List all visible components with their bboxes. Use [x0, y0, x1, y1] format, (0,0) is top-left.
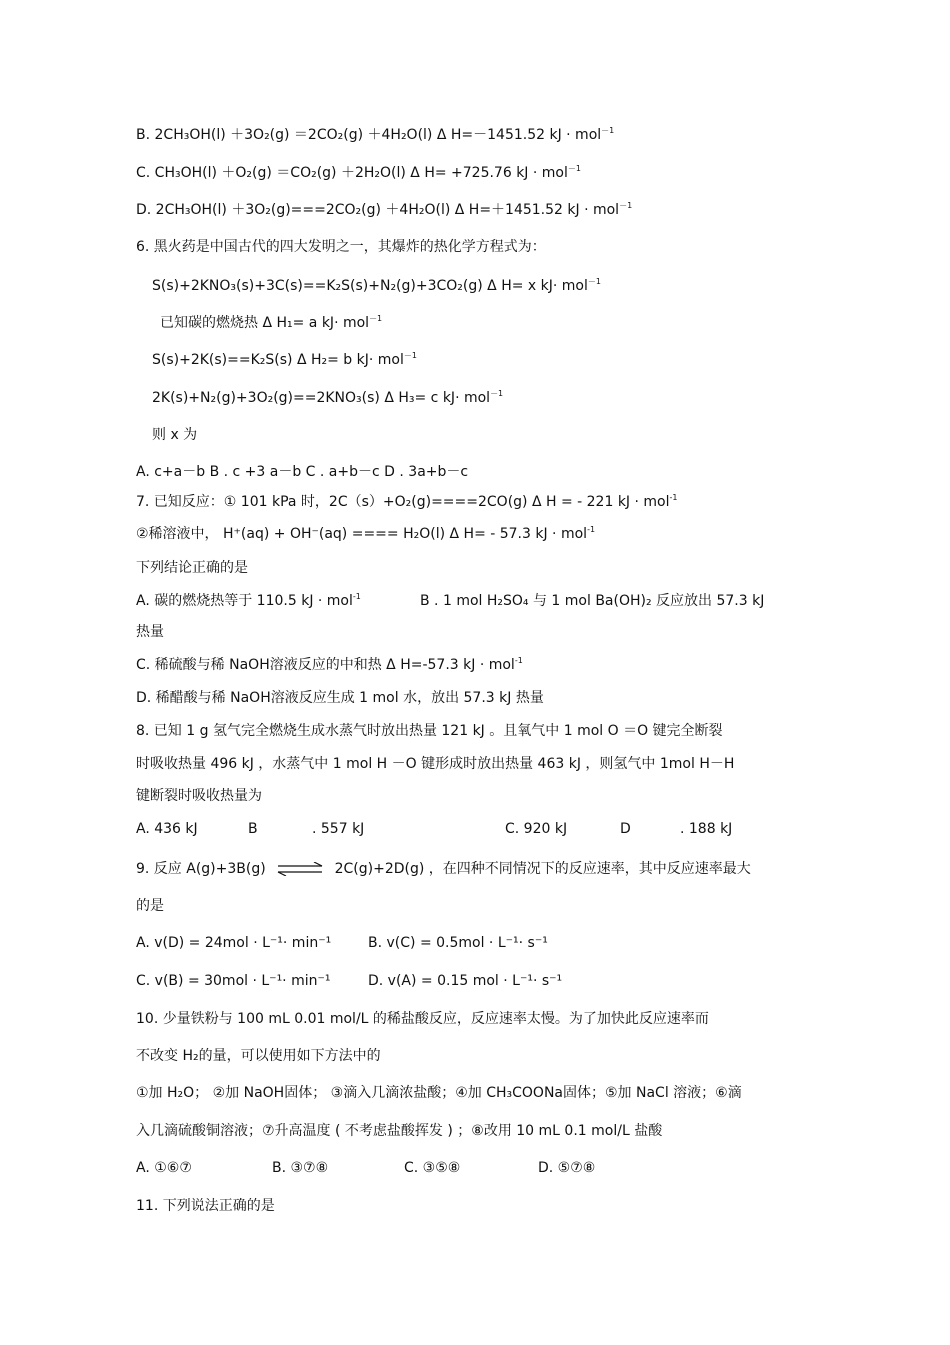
q10-option-b: B. ③⑦⑧	[272, 1160, 329, 1176]
q8-option-b-value: . 557 kJ	[312, 821, 365, 837]
q8-option-d-letter: D	[620, 821, 631, 837]
q10-option-c: C. ③⑤⑧	[404, 1160, 461, 1176]
q5-option-c: C. CH₃OH(l) ＋O₂(g) ＝CO₂(g) ＋2H₂O(l) Δ H= +725.76 kJ · mol$^{-1}$	[136, 164, 581, 181]
q7-condition-2: ②稀溶液中， H⁺(aq) + OH⁻(aq) ==== H₂O(l) Δ H= - 57.3 kJ · mol$^{-1}$	[136, 525, 596, 542]
q7-question: 下列结论正确的是	[136, 560, 248, 576]
q7-option-b-continued: 热量	[136, 624, 164, 640]
q9-option-c: C. v(B) = 30mol · L⁻¹· min⁻¹	[136, 973, 331, 989]
q11-stem: 11. 下列说法正确的是	[136, 1198, 275, 1214]
q6-equation-4: 2K(s)+N₂(g)+3O₂(g)==2KNO₃(s) Δ H₃= c kJ· mol$^{-1}$	[152, 389, 504, 406]
q7-option-d: D. 稀醋酸与稀 NaOH溶液反应生成 1 mol 水，放出 57.3 kJ 热量	[136, 690, 544, 706]
q6-stem: 6. 黑火药是中国古代的四大发明之一，其爆炸的热化学方程式为：	[136, 239, 546, 255]
q8-option-c: C. 920 kJ	[505, 821, 568, 837]
q7-option-c: C. 稀硫酸与稀 NaOH溶液反应的中和热 Δ H=-57.3 kJ · mol$^{-1}$	[136, 656, 523, 673]
q6-equation-2: 已知碳的燃烧热 Δ H₁= a kJ· mol$^{-1}$	[160, 314, 383, 331]
equilibrium-arrow-icon	[276, 862, 324, 876]
q10-option-a: A. ①⑥⑦	[136, 1160, 192, 1176]
q8-option-b-letter: B	[248, 821, 258, 837]
q9-option-b: B. v(C) = 0.5mol · L⁻¹· s⁻¹	[368, 935, 548, 951]
q7-option-b: B . 1 mol H₂SO₄ 与 1 mol Ba(OH)₂ 反应放出 57.3 kJ	[420, 593, 765, 609]
q6-options: A. c+a－b B . c +3 a－b C . a+b－c D . 3a+b－c	[136, 464, 469, 480]
q6-question: 则 x 为	[152, 427, 198, 443]
q8-line-2: 时吸收热量 496 kJ ，水蒸气中 1 mol H －O 键形成时放出热量 463 kJ ，则氢气中 1mol H－H	[136, 756, 735, 772]
q10-line-2: 不改变 H₂的量，可以使用如下方法中的	[136, 1048, 381, 1064]
q7-stem: 7. 已知反应：① 101 kPa 时，2C（s）+O₂(g)====2CO(g) Δ H = - 221 kJ · mol$^{-1}$	[136, 493, 678, 510]
q10-line-3: ①加 H₂O； ②加 NaOH固体； ③滴入几滴浓盐酸；④加 CH₃COONa固体；⑤加 NaCl 溶液；⑥滴	[136, 1085, 742, 1101]
q8-option-d-value: . 188 kJ	[680, 821, 733, 837]
q6-equation-1: S(s)+2KNO₃(s)+3C(s)==K₂S(s)+N₂(g)+3CO₂(g) Δ H= x kJ· mol$^{-1}$	[152, 277, 601, 294]
q9-option-a: A. v(D) = 24mol · L⁻¹· min⁻¹	[136, 935, 332, 951]
q8-option-a: A. 436 kJ	[136, 821, 198, 837]
q8-line-1: 8. 已知 1 g 氢气完全燃烧生成水蒸气时放出热量 121 kJ 。且氧气中 1 mol O ＝O 键完全断裂	[136, 723, 723, 739]
q5-option-b: B. 2CH₃OH(l) ＋3O₂(g) ＝2CO₂(g) ＋4H₂O(l) Δ H=－1451.52 kJ · mol$^{-1}$	[136, 126, 615, 143]
q9-option-d: D. v(A) = 0.15 mol · L⁻¹· s⁻¹	[368, 973, 563, 989]
q10-line-1: 10. 少量铁粉与 100 mL 0.01 mol/L 的稀盐酸反应，反应速率太慢。为了加快此反应速率而	[136, 1011, 709, 1027]
q5-option-d: D. 2CH₃OH(l) ＋3O₂(g)===2CO₂(g) ＋4H₂O(l) Δ H=＋1451.52 kJ · mol$^{-1}$	[136, 201, 633, 218]
q10-line-4: 入几滴硫酸铜溶液；⑦升高温度 ( 不考虑盐酸挥发 ) ；⑧改用 10 mL 0.1 mol/L 盐酸	[136, 1123, 663, 1139]
q9-stem: 9. 反应 A(g)+3B(g) 2C(g)+2D(g) ，在四种不同情况下的反应速率，其中反应速率最大	[136, 861, 751, 877]
q9-line-2: 的是	[136, 898, 164, 914]
q7-option-a: A. 碳的燃烧热等于 110.5 kJ · mol$^{-1}$	[136, 592, 361, 609]
q8-line-3: 键断裂时吸收热量为	[136, 788, 262, 804]
q10-option-d: D. ⑤⑦⑧	[538, 1160, 596, 1176]
q6-equation-3: S(s)+2K(s)==K₂S(s) Δ H₂= b kJ· mol$^{-1}$	[152, 351, 417, 368]
